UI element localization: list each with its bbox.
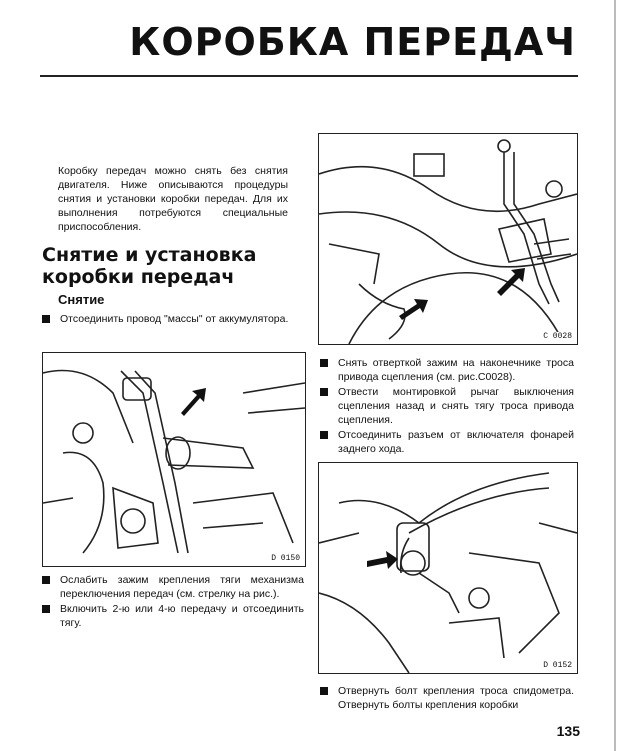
page-title: КОРОБКА ПЕРЕДАЧ (129, 20, 576, 64)
speedometer-cable-illustration-icon (319, 463, 577, 673)
section-title: Снятие и установка коробки передач (42, 244, 257, 288)
title-rule (40, 75, 578, 77)
figure-c0028 (318, 133, 578, 345)
bullet-icon (320, 431, 328, 439)
page-edge (614, 0, 616, 751)
clutch-cable-illustration-icon (319, 134, 577, 344)
section-subtitle: Снятие (58, 292, 105, 307)
bullet-icon (320, 388, 328, 396)
figure-code: D 0150 (271, 554, 300, 563)
step-text: Отвернуть болт крепления троса спидометра. Отвернуть болты крепления коробки (338, 685, 574, 711)
bullet-icon (42, 315, 50, 323)
list-item (320, 356, 574, 384)
list-item (320, 428, 574, 456)
shift-linkage-illustration-icon (43, 353, 305, 566)
page-number: 135 (556, 723, 580, 739)
list-item (42, 573, 304, 601)
step-text: Ослабить зажим крепления тяги механизма переключения передач (см. стрелку на рис.). (60, 574, 304, 600)
bullet-icon (320, 359, 328, 367)
bullet-icon (320, 687, 328, 695)
figure-code: D 0152 (543, 661, 572, 670)
step-text: Снять отверткой зажим на наконечнике троса привода сцепления (см. рис.C0028). (338, 357, 574, 383)
step-text: Отсоединить разъем от включателя фонарей заднего хода. (338, 429, 574, 455)
bullet-icon (42, 605, 50, 613)
step-text: Отсоединить провод "массы" от аккумулятора. (60, 313, 289, 325)
steps-left-top (42, 312, 304, 327)
list-item (42, 602, 304, 630)
list-item (42, 312, 304, 326)
steps-left-bottom (42, 573, 304, 631)
list-item (320, 385, 574, 427)
bullet-icon (42, 576, 50, 584)
figure-code: C 0028 (543, 332, 572, 341)
steps-right-bottom (320, 684, 574, 713)
steps-right-middle (320, 356, 574, 457)
figure-d0150 (42, 352, 306, 567)
step-text: Отвести монтировкой рычаг выключения сцепления назад и снять тягу троса привода сцепления. (338, 386, 574, 426)
intro-paragraph: Коробку передач можно снять без снятия двигателя. Ниже описываются процедуры снятия и установки коробки передач. Для их выполнения потребуются специальные приспособления. (58, 165, 288, 233)
figure-d0152 (318, 462, 578, 674)
step-text: Включить 2-ю или 4-ю передачу и отсоединить тягу. (60, 603, 304, 629)
list-item (320, 684, 574, 712)
